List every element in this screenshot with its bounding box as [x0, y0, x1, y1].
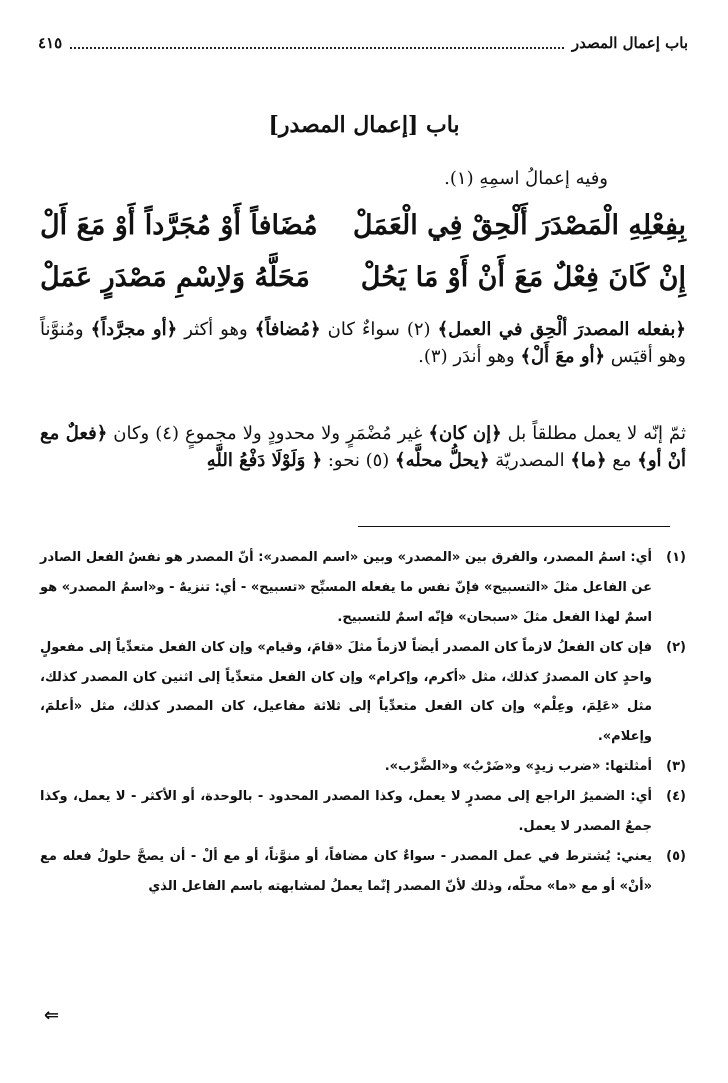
footnote-text: أي: الضميرُ الراجع إلى مصدرٍ لا يعمل، وكذا المصدر المحدود - بالوحدة، أو الأكثر - لا يعمل، وكذا جمعُ المصدر لا يعمل.: [40, 789, 652, 835]
commentary-text: غير مُضْمَرٍ ولا محدودٍ ولا مجموعٍ (٤) وكان: [113, 423, 423, 444]
footnote: [40, 752, 686, 782]
footnote-text: أي: اسمُ المصدر، والفرق بين «المصدر» وبين «اسم المصدر»: أنّ المصدر هو نفسُ الفعل الصادر عن الفاعل مثلَ «التسبيح» فإنّ نفس ما يفعله المسبِّح «تسبيح» - أي: تنزيهٌ - و«اسمُ المصدر» هو اسمٌ لهذا الفعل مثلَ «سبحان» فإنّه اسمٌ للتسبيح.: [40, 550, 652, 625]
chapter-intro: وفيه إعمالُ اسمِهِ (١).: [444, 168, 608, 189]
continue-arrow-icon: ⇐: [44, 1005, 60, 1026]
quoted-matn: ﴿مُضافاً﴾: [254, 319, 321, 340]
commentary-paragraph: [40, 420, 686, 474]
quoted-matn: ﴿أو معَ أَلْ﴾: [520, 346, 606, 367]
footnote-text: يعني: يُشترط في عمل المصدر - سواءٌ كان مضافاً، أو منوَّناً، أو مع ألْ - أن يصحَّ حلولُ فعله مع «أنْ» أو مع «ما» محلّه، وذلك لأنّ المصدر إنّما يعملُ لمشابهته باسم الفاعل الذي: [40, 848, 652, 894]
quoted-matn: ﴿إن كان﴾: [428, 423, 502, 444]
footnote-number: (٤): [666, 789, 686, 805]
footnote-number: (١): [666, 550, 686, 565]
chapter-title: باب [إعمال المصدر]: [268, 112, 460, 138]
quoted-matn: ﴿ما﴾: [570, 450, 607, 471]
running-header: [38, 30, 688, 56]
footnote: [40, 842, 686, 902]
commentary-text: (٢) سواءٌ كان: [327, 319, 431, 340]
leader-dots: [70, 37, 564, 49]
page-number: ٤١٥: [38, 34, 63, 52]
footnote-text: فإن كان الفعلُ لازماً كان المصدر أيضاً لازماً مثلَ «قامَ، وقيام» وإن كان الفعل متعدِّياً إلى مفعولٍ واحدٍ كان المصدرُ كذلك، مثل «أكرم، وإكرام» وإن كان الفعل متعدِّياً إلى اثنين كان المصدر كذلك، مثل «عَلِمَ، وعِلْم» وإن كان الفعل متعدِّياً إلى ثلاثة مفاعيل، كان المصدر كذلك، مثل «أعلمَ، وإعلام».: [40, 639, 652, 745]
verse-first-hemistich: إِنْ كَانَ فِعْلٌ مَعَ أَنْ أَوْ مَا يَحُلْ: [360, 262, 686, 293]
commentary-text: ومُنوَّناً وهو أقيَس: [40, 319, 686, 367]
verse-second-hemistich: مَحَلَّهُ وَلاِسْمِ مَصْدَرٍ عَمَلْ: [40, 262, 310, 293]
quran-quote: ﴿ وَلَوْلَا دَفْعُ اللَّهِ: [206, 450, 323, 471]
commentary-text: المصدريّة: [495, 450, 565, 471]
footnote-number: (٢): [666, 639, 686, 655]
footnote: [40, 633, 686, 753]
verse-first-hemistich: بِفِعْلِهِ الْمَصْدَرَ أَلْحِقْ فِي الْعَمَلْ: [352, 210, 686, 241]
footnote: [40, 543, 686, 633]
quoted-matn: ﴿أو مجرَّداً﴾: [90, 319, 178, 340]
quoted-matn: ﴿فعلٌ مع أنْ أو﴾: [40, 423, 686, 471]
commentary-text: ثمّ إنّه لا يعمل مطلقاً بل: [507, 423, 686, 444]
commentary-text: وهو أكثر: [184, 319, 248, 340]
footnote: [40, 782, 686, 842]
commentary-text: مع: [612, 450, 632, 471]
verse-line: [40, 210, 686, 250]
verse-second-hemistich: مُضَافاً أَوْ مُجَرَّداً أَوْ مَعَ أَلْ: [40, 210, 318, 241]
footnotes: [40, 543, 686, 902]
quoted-matn: ﴿بفعله المصدرَ ألْحِق في العمل﴾: [437, 319, 686, 340]
footnote-number: (٥): [666, 848, 686, 864]
footnote-text: أمثلتها: «ضرب زيدٍ» و«ضَرْبٌ» و«الضَّرْب».: [384, 759, 652, 775]
footnote-separator: [358, 526, 670, 527]
commentary-paragraph: [40, 316, 686, 370]
quoted-matn: ﴿يحلُّ محلَّه﴾: [395, 450, 490, 471]
running-title: باب إعمال المصدر: [571, 34, 688, 52]
footnote-number: (٣): [666, 759, 686, 775]
verse-line: [40, 262, 686, 302]
commentary-text: (٥) نحو:: [327, 450, 390, 471]
commentary-text: وهو أندَر (٣).: [418, 346, 515, 367]
